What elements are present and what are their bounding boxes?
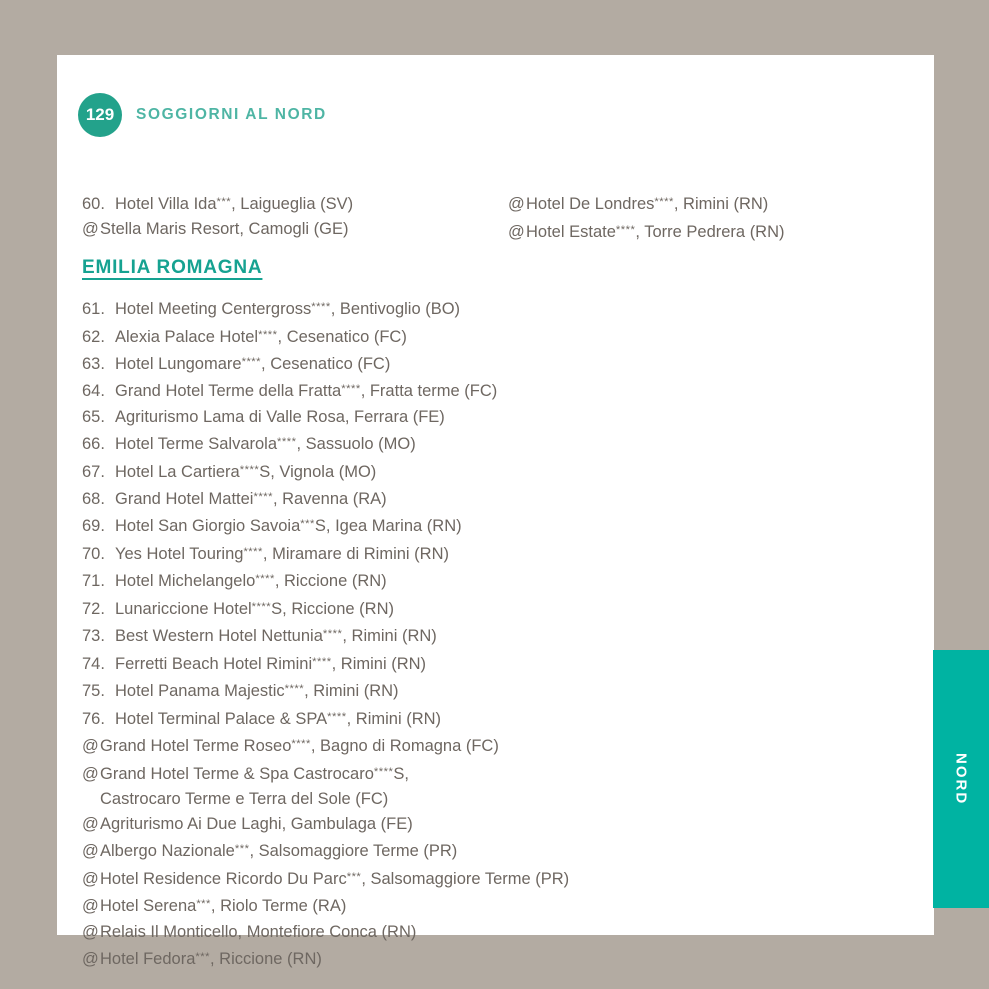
item-text: Grand Hotel Mattei****, Ravenna (RA): [115, 490, 387, 509]
list-item: [82, 295, 552, 322]
item-text: Yes Hotel Touring****, Miramare di Rimini (RN): [115, 544, 449, 563]
item-number: 66.: [82, 435, 105, 454]
item-text: Grand Hotel Terme Roseo****, Bagno di Romagna (FC): [100, 737, 499, 756]
item-number: 71.: [82, 572, 105, 591]
item-number: 70.: [82, 544, 105, 563]
item-marker: @: [508, 222, 525, 241]
item-text: Hotel Michelangelo****, Riccione (RN): [115, 572, 387, 591]
list-item: [82, 837, 552, 864]
item-text: Agriturismo Ai Due Laghi, Gambulaga (FE): [100, 814, 413, 833]
list-item: [82, 892, 552, 919]
list-item: [82, 865, 570, 892]
item-marker: @: [82, 764, 99, 783]
nord-tab-label: NORD: [952, 752, 970, 806]
item-text: Hotel Residence Ricordo Du Parc***, Salsomaggiore Terme (PR): [100, 869, 570, 888]
item-number: 63.: [82, 355, 105, 374]
item-text: Hotel Villa Ida***, Laigueglia (SV): [115, 195, 354, 214]
item-number: 61.: [82, 300, 105, 319]
item-text: Alexia Palace Hotel****, Cesenatico (FC): [115, 327, 407, 346]
star-rating: ****: [258, 328, 278, 341]
list-item: [82, 812, 552, 837]
list-item: [82, 485, 552, 512]
list-item: [82, 759, 552, 786]
star-rating: ****: [243, 545, 263, 558]
star-rating: ***: [196, 898, 211, 911]
item-number: 65.: [82, 407, 105, 426]
page-header: [78, 93, 327, 137]
item-text: Relais Il Monticello, Montefiore Conca (RN): [100, 922, 417, 941]
star-rating: ***: [234, 843, 250, 856]
item-text: Hotel Serena***, Riolo Terme (RA): [100, 897, 347, 916]
item-text: Hotel Terminal Palace & SPA****, Rimini (RN): [115, 709, 442, 728]
item-number: 68.: [82, 490, 105, 509]
content-card: [57, 55, 934, 968]
star-rating: ****: [284, 682, 305, 695]
star-rating: ****: [654, 196, 674, 208]
item-number: 64.: [82, 382, 105, 401]
item-text: Hotel La Cartiera****S, Vignola (MO): [115, 462, 377, 481]
item-marker: @: [82, 869, 99, 888]
item-text: Grand Hotel Terme della Fratta****, Fratta terme (FC): [115, 382, 498, 401]
item-number: 76.: [82, 709, 105, 728]
star-rating: ****: [341, 383, 361, 396]
star-rating: ***: [195, 950, 210, 963]
star-rating: ****: [277, 435, 297, 448]
list-item: [82, 512, 552, 539]
list-item: [508, 217, 908, 244]
hotel-list-left: [82, 190, 570, 972]
list-item: [82, 945, 552, 972]
list-item: [82, 322, 552, 349]
item-text: Grand Hotel Terme & Spa Castrocaro****S,: [100, 764, 409, 783]
item-marker: @: [82, 842, 99, 861]
star-rating: ****: [615, 223, 636, 236]
item-marker: @: [82, 922, 99, 941]
star-rating: ****: [239, 463, 260, 476]
list-item: [82, 350, 552, 377]
list-item: [508, 190, 908, 217]
item-text: Albergo Nazionale***, Salsomaggiore Terme (PR): [100, 842, 458, 861]
list-item: [82, 595, 552, 622]
list-item: [82, 540, 552, 567]
item-text: Stella Maris Resort, Camogli (GE): [100, 220, 349, 239]
star-rating: ***: [300, 518, 315, 531]
item-marker: @: [82, 897, 99, 916]
item-text: Castrocaro Terme e Terra del Sole (FC): [100, 789, 389, 808]
item-marker: @: [82, 220, 99, 239]
star-rating: ***: [216, 196, 232, 208]
list-item: [82, 405, 552, 430]
item-number: 74.: [82, 654, 105, 673]
star-rating: ****: [255, 573, 275, 586]
star-rating: ****: [312, 655, 332, 668]
item-text: Ferretti Beach Hotel Rimini****, Rimini (RN): [115, 654, 427, 673]
item-marker: @: [508, 195, 525, 214]
star-rating: ****: [241, 355, 262, 368]
list-item: [82, 650, 552, 677]
item-text: Hotel Panama Majestic****, Rimini (RN): [115, 682, 399, 701]
item-text: Hotel De Londres****, Rimini (RN): [526, 195, 769, 214]
item-text: Hotel Fedora***, Riccione (RN): [100, 949, 322, 968]
list-item: [82, 677, 552, 704]
list-item: [82, 430, 552, 457]
list-item: [82, 190, 552, 217]
item-number: 75.: [82, 682, 105, 701]
list-item: [82, 732, 552, 759]
star-rating: ****: [251, 600, 272, 613]
item-text: Hotel Estate****, Torre Pedrera (RN): [526, 222, 785, 241]
list-item: [82, 217, 552, 242]
item-text: Lunariccione Hotel****S, Riccione (RN): [115, 599, 394, 618]
item-text: Best Western Hotel Nettunia****, Rimini (RN): [115, 627, 437, 646]
star-rating: ****: [322, 628, 343, 641]
item-text: Hotel Lungomare****, Cesenatico (FC): [115, 355, 391, 374]
item-text: Hotel Meeting Centergross****, Bentivoglio (BO): [115, 300, 461, 319]
item-number: 72.: [82, 599, 105, 618]
star-rating: ****: [373, 765, 394, 778]
list-item: [82, 920, 552, 945]
item-number: 69.: [82, 517, 105, 536]
list-item: [82, 377, 552, 404]
item-number: 60.: [82, 195, 105, 214]
star-rating: ****: [253, 490, 273, 503]
nord-section-tab: [933, 650, 989, 908]
item-number: 73.: [82, 627, 105, 646]
section-heading: [82, 255, 552, 281]
item-number: 62.: [82, 327, 105, 346]
item-text: Hotel San Giorgio Savoia***S, Igea Marina (RN): [115, 517, 462, 536]
item-marker: @: [82, 949, 99, 968]
list-item: [82, 457, 552, 484]
item-marker: @: [82, 814, 99, 833]
item-marker: @: [82, 737, 99, 756]
item-number: 67.: [82, 462, 105, 481]
list-item: [82, 787, 552, 812]
star-rating: ***: [346, 870, 362, 883]
hotel-list-right: [508, 190, 908, 245]
page-title: SOGGIORNI AL NORD: [136, 106, 327, 123]
section-heading-text: EMILIA ROMAGNA: [82, 256, 263, 278]
list-item: [82, 704, 552, 731]
list-item: [82, 567, 552, 594]
star-rating: ****: [291, 737, 311, 750]
list-item: [82, 622, 552, 649]
item-text: Agriturismo Lama di Valle Rosa, Ferrara (FE): [115, 407, 445, 426]
item-text: Hotel Terme Salvarola****, Sassuolo (MO): [115, 435, 416, 454]
star-rating: ****: [327, 710, 347, 723]
star-rating: ****: [311, 300, 331, 313]
page-number-badge: 129: [78, 93, 122, 137]
